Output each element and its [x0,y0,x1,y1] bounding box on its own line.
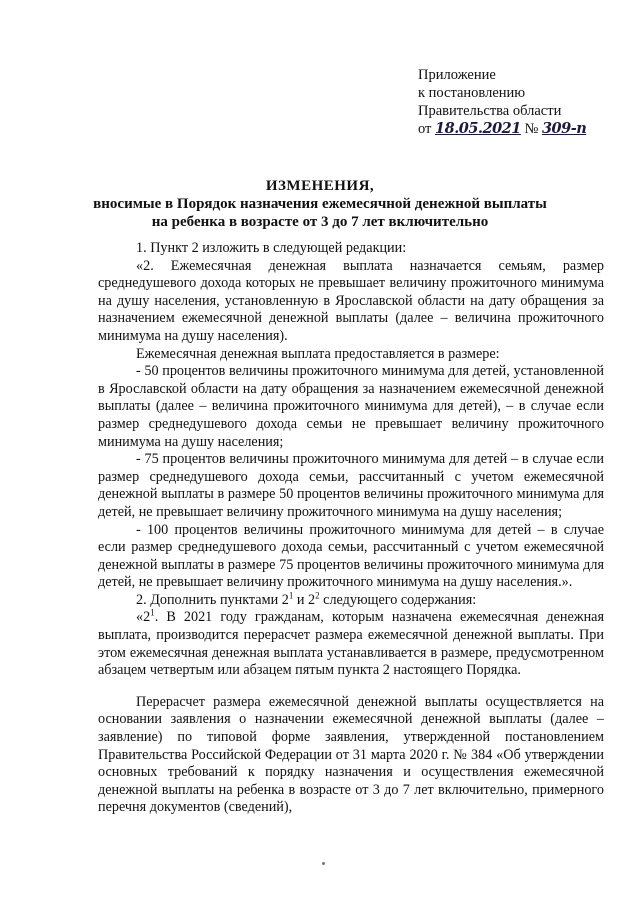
paragraph-1: 1. Пункт 2 изложить в следующей редакции: [136,240,407,256]
p7-text-c: следующего содержания: [319,591,477,608]
paragraph-4: - 50 процентов величины прожиточного минимума для детей, установленной в Ярославской области на дату обращения за назначением ежемесячной денежной выплаты (далее – величина прожиточного минимума для детей), – в случае если размер среднедушевого дохода семьи не превышает величину прожиточного минимума на душу населения; [98,363,604,450]
p8-text-a: «2 [136,609,151,626]
title-line-2: вносимые в Порядок назначения ежемесячной денежной выплаты [93,196,547,212]
annex-header [418,66,628,138]
paragraph-3: Ежемесячная денежная выплата предоставляется в размере: [136,345,500,362]
number-prefix: № [524,121,539,137]
paragraph-6: - 100 процентов величины прожиточного минимума для детей – в случае если размер среднедушевого дохода семьи, рассчитанный с учетом ежемесячной денежной выплаты в размере 75 процентов величины прожиточного минимума для детей, не превышает величину прожиточного минимума на душу населения.». [98,521,604,591]
p7-sup-2: 2 [315,590,320,601]
title-line-3: на ребенка в возрасте от 3 до 7 лет включительно [151,214,489,230]
annex-line-1: Приложение [418,67,496,83]
document-body [98,240,604,817]
p8-sup: 1 [150,607,155,618]
document-title [0,177,640,231]
paragraph-5: - 75 процентов величины прожиточного минимума для детей – в случае если размер среднедушевого дохода семьи, рассчитанный с учетом ежемесячной денежной выплаты в размере 50 процентов величины прожиточного минимума для детей, не превышает величину прожиточного минимума на душу населения; [98,451,604,520]
handwritten-date: 18.05.2021 [435,120,521,137]
date-prefix: от [418,121,432,137]
p7-text-a: 2. Дополнить пунктами 2 [136,591,289,608]
annex-line-2: к постановлению [418,85,526,101]
p8-text-b: . В 2021 году гражданам, которым назначена ежемесячная денежная выплата, производится перерасчет размера ежемесячной денежной выплаты. При этом ежемесячная денежная выплата устанавливается в размере, предусмотренном абзацем четвертым или абзацем пятым пункта 2 настоящего Порядка. [98,609,604,679]
paragraph-2: «2. Ежемесячная денежная выплата назначается семьям, размер среднедушевого дохода которых не превышает величину прожиточного минимума на душу населения, установленную в Ярославской области на дату обращения за назначением ежемесячной денежной выплаты (далее – величина прожиточного минимума на душу населения). [98,257,604,344]
scan-speck [322,862,325,865]
paragraph-7 [98,592,604,610]
handwritten-number: 309-п [541,120,587,137]
p7-text-b: и 2 [293,591,316,608]
paragraph-9: Перерасчет размера ежемесячной денежной выплаты осуществляется на основании заявления о назначении ежемесячной денежной выплаты (далее – заявление) по типовой форме заявления, утвержденной постановлением Правительства Российской Федерации от 31 марта 2020 г. № 384 «Об утверждении основных требований к порядку назначения и осуществления ежемесячной денежной выплаты на ребенка в возрасте от 3 до 7 лет включительно, примерного перечня документов (сведений), [98,693,604,816]
p7-sup-1: 1 [288,590,294,601]
annex-date-number-line [418,120,628,138]
annex-line-3: Правительства области [418,103,562,119]
paragraph-8 [98,609,604,679]
title-main: ИЗМЕНЕНИЯ, [265,178,375,194]
